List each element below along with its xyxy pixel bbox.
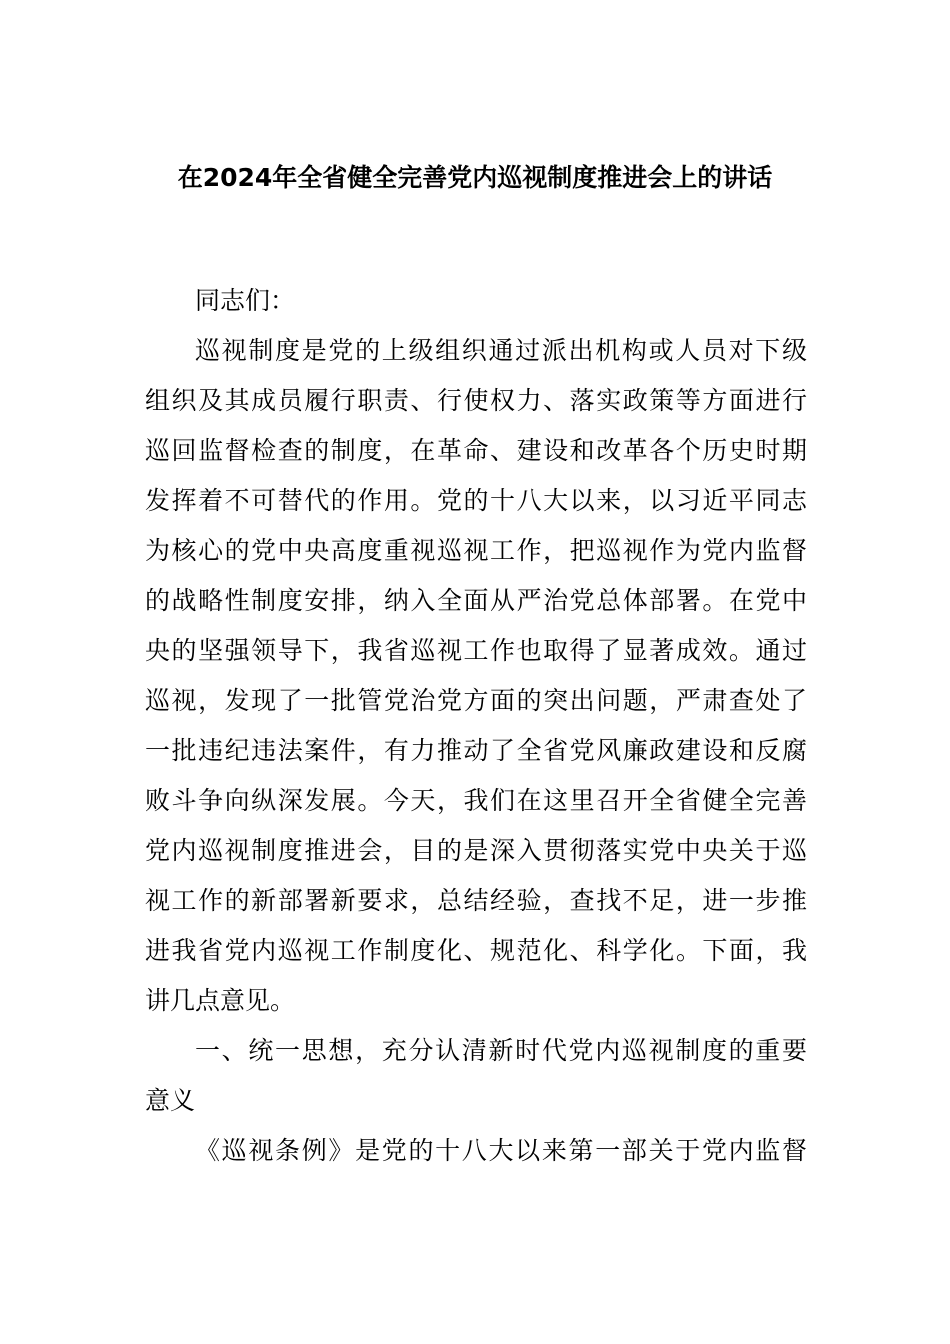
salutation: 同志们：	[195, 286, 296, 315]
paragraph-2-line-1: 《巡视条例》是党的十八大以来第一部关于党内监督	[195, 1136, 807, 1165]
section-heading-1-line-2: 意义	[145, 1086, 196, 1115]
paragraph-1-line-11: 党内巡视制度推进会，目的是深入贯彻落实党中央关于巡	[145, 836, 807, 865]
paragraph-1-line-3: 巡回监督检查的制度，在革命、建设和改革各个历史时期	[145, 436, 807, 465]
paragraph-1-line-14: 讲几点意见。	[145, 986, 296, 1015]
paragraph-1-line-9: 一批违纪违法案件，有力推动了全省党风廉政建设和反腐	[145, 736, 807, 765]
paragraph-1-line-4: 发挥着不可替代的作用。党的十八大以来，以习近平同志	[145, 486, 807, 515]
paragraph-1-line-1: 巡视制度是党的上级组织通过派出机构或人员对下级	[195, 336, 807, 365]
paragraph-1-line-13: 进我省党内巡视工作制度化、规范化、科学化。下面，我	[145, 936, 807, 965]
paragraph-1-line-5: 为核心的党中央高度重视巡视工作，把巡视作为党内监督	[145, 536, 807, 565]
paragraph-1-line-6: 的战略性制度安排，纳入全面从严治党总体部署。在党中	[145, 586, 807, 615]
paragraph-1-line-7: 央的坚强领导下，我省巡视工作也取得了显著成效。通过	[145, 636, 807, 665]
paragraph-1-line-8: 巡视，发现了一批管党治党方面的突出问题，严肃查处了	[145, 686, 807, 715]
section-heading-1-line-1: 一、统一思想，充分认清新时代党内巡视制度的重要	[195, 1036, 807, 1065]
document-title: 在2024年全省健全完善党内巡视制度推进会上的讲话	[177, 163, 773, 192]
paragraph-1-line-2: 组织及其成员履行职责、行使权力、落实政策等方面进行	[145, 386, 807, 415]
document-body	[145, 276, 807, 1176]
paragraph-1-line-12: 视工作的新部署新要求，总结经验，查找不足，进一步推	[145, 886, 807, 915]
paragraph-1-line-10: 败斗争向纵深发展。今天，我们在这里召开全省健全完善	[145, 786, 807, 815]
